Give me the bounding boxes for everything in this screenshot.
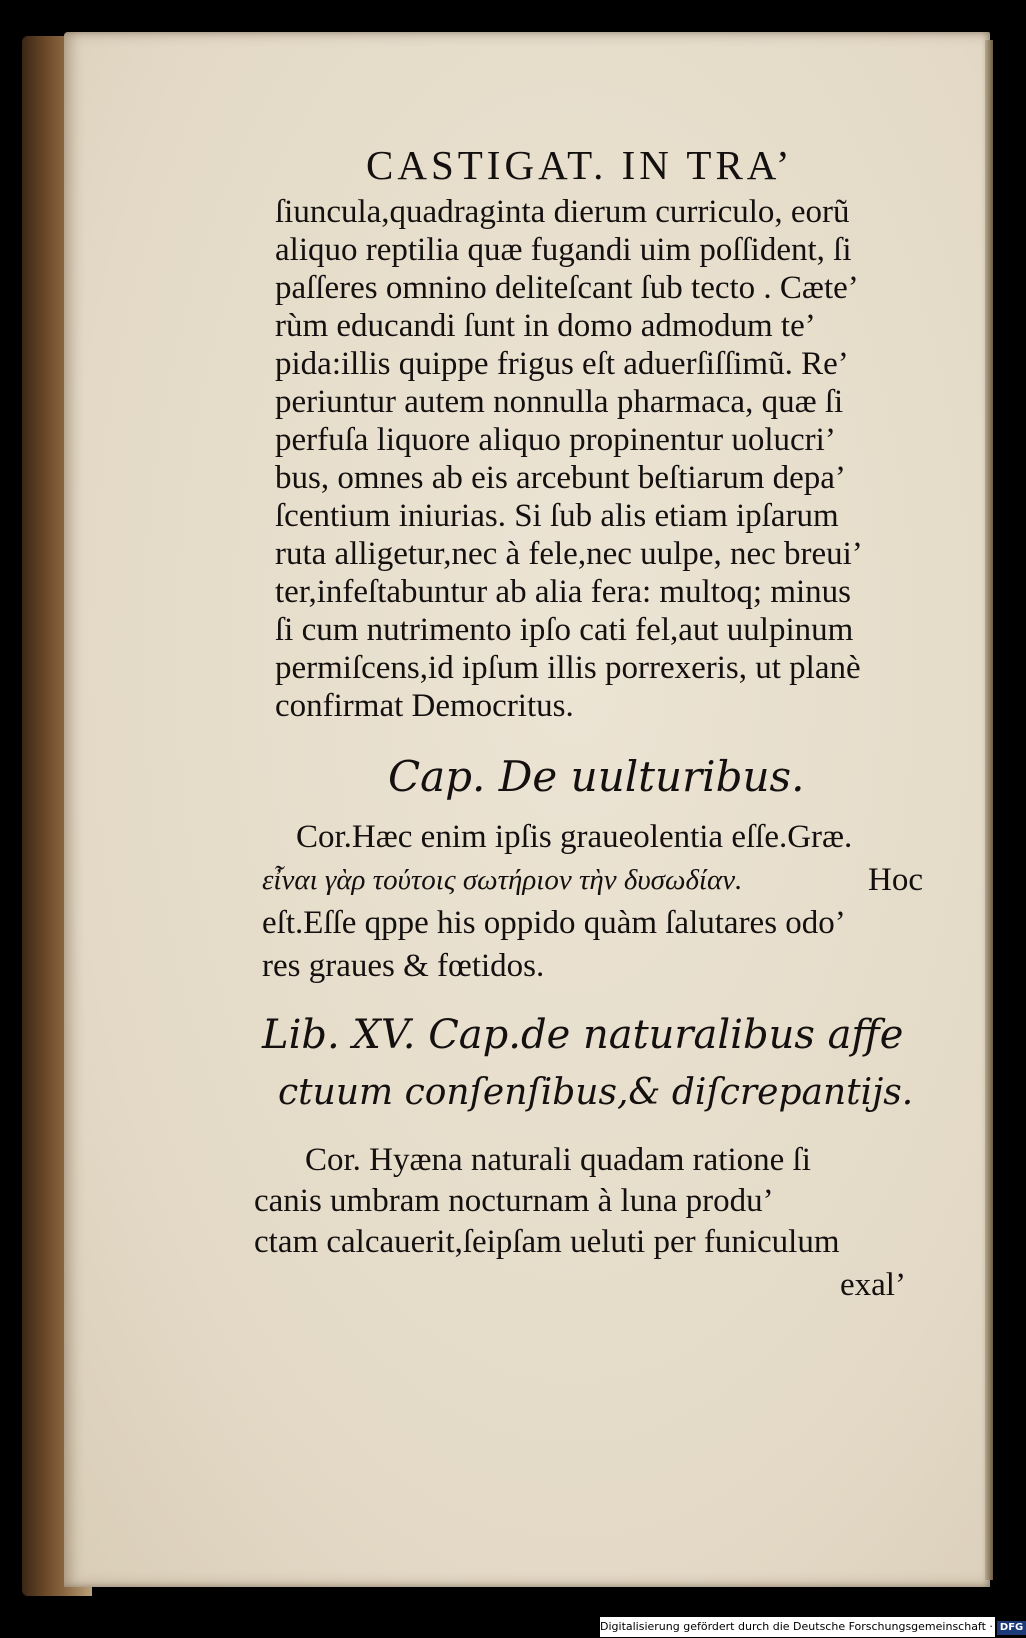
text-line: pida:illis quippe frigus eſt aduerſiſſimũ. Re’: [275, 346, 849, 382]
text-line: confirmat Democritus.: [275, 688, 574, 724]
digitization-footer: [600, 1617, 1024, 1637]
text-line: permiſcens,id ipſum illis porrexeris, ut planè: [275, 650, 861, 686]
text-line: eſt.Eſſe qppe his oppido quàm ſalutares odo’: [262, 905, 846, 941]
chapter-heading-vultures: Cap. De uulturibus.: [388, 752, 805, 801]
text-line: perfuſa liquore aliquo propinentur uolucri’: [275, 422, 836, 458]
text-line: Cor.Hæc enim ipſis graueolentia eſſe.Græ.: [296, 819, 853, 855]
text-line: Hoc: [868, 862, 923, 898]
text-line: rùm educandi ſunt in domo admodum te’: [275, 308, 816, 344]
text-line: periuntur autem nonnulla pharmaca, quæ ſi: [275, 384, 844, 420]
greek-text-line: εἶναι γὰρ τούτοις σωτήριον τὴν δυσωδίαν.: [262, 864, 743, 896]
footer-text: Digitalisierung gefördert durch die Deutsche Forschungsgemeinschaft ·: [600, 1620, 993, 1633]
text-line: ſcentium iniurias. Si ſub alis etiam ipſarum: [275, 498, 839, 534]
book-heading-line-1: Lib. XV. Cap.de naturalibus affe: [262, 1012, 904, 1058]
text-line: aliquo reptilia quæ fugandi uim poſſident, ſi: [275, 232, 852, 268]
text-line: ſi cum nutrimento ipſo cati fel,aut uulpinum: [275, 612, 854, 648]
running-header: CASTIGAT. IN TRA’: [366, 142, 794, 188]
text-line: ruta alligetur,nec à fele,nec uulpe, nec breui’: [275, 536, 863, 572]
catchword: exal’: [840, 1267, 906, 1303]
book-heading-line-2: ctuum conſenſibus,& diſcrepantijs.: [278, 1072, 914, 1113]
text-line: bus, omnes ab eis arcebunt beſtiarum depa’: [275, 460, 846, 496]
text-line: Cor. Hyæna naturali quadam ratione ſi: [305, 1142, 811, 1178]
text-line: res graues & fœtidos.: [262, 948, 545, 984]
book-edge-right: [985, 40, 993, 1580]
text-line: ter,infeſtabuntur ab alia fera: multoq; minus: [275, 574, 852, 610]
text-line: ſiuncula,quadraginta dierum curriculo, eorũ: [275, 194, 850, 230]
text-line: paſſeres omnino deliteſcant ſub tecto . Cæte’: [275, 270, 859, 306]
dfg-logo: DFG: [997, 1621, 1026, 1635]
text-line: canis umbram nocturnam à luna produ’: [254, 1183, 774, 1219]
text-line: ctam calcauerit,ſeipſam ueluti per funiculum: [254, 1224, 840, 1260]
